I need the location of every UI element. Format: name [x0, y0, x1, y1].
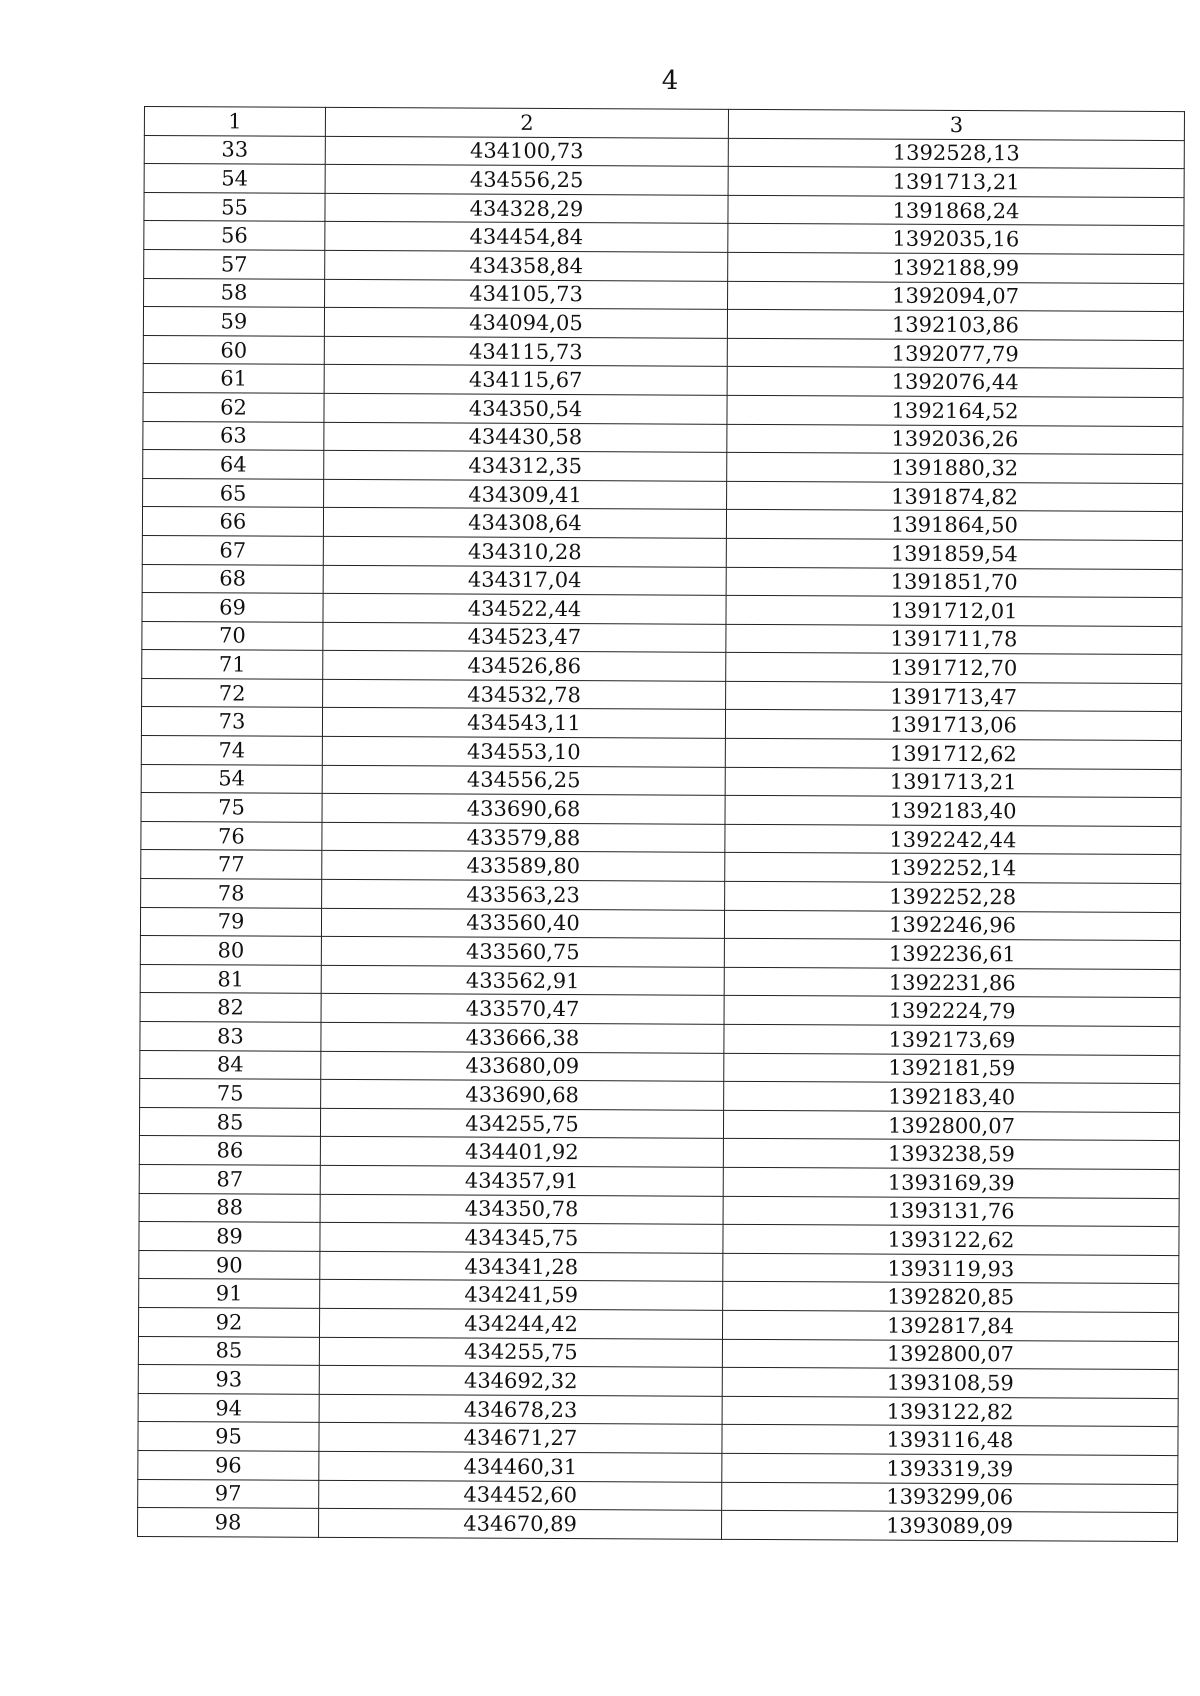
header-cell-col3: 3	[728, 109, 1184, 140]
coordinates-table	[137, 106, 1185, 1542]
x-coordinate-cell: 434308,64	[323, 508, 726, 539]
point-number-cell: 85	[139, 1107, 320, 1136]
x-coordinate-cell: 434526,86	[323, 651, 726, 682]
x-coordinate-cell: 433560,40	[321, 908, 724, 939]
x-coordinate-cell: 434452,60	[319, 1480, 722, 1511]
x-coordinate-cell: 434100,73	[325, 136, 728, 167]
point-number-cell: 60	[143, 335, 324, 364]
point-number-cell: 75	[141, 793, 322, 822]
x-coordinate-cell: 434532,78	[323, 679, 726, 710]
x-coordinate-cell: 433579,88	[322, 822, 725, 853]
x-coordinate-cell: 433690,68	[322, 794, 725, 825]
y-coordinate-cell: 1393238,59	[723, 1139, 1179, 1170]
y-coordinate-cell: 1391711,78	[726, 624, 1182, 655]
header-cell-col1: 1	[144, 107, 325, 136]
x-coordinate-cell: 434255,75	[319, 1337, 722, 1368]
y-coordinate-cell: 1391713,21	[728, 167, 1184, 198]
x-coordinate-cell: 434430,58	[324, 422, 727, 453]
y-coordinate-cell: 1392252,14	[725, 853, 1181, 884]
y-coordinate-cell: 1392800,07	[722, 1339, 1178, 1370]
x-coordinate-cell: 434241,59	[320, 1280, 723, 1311]
x-coordinate-cell: 434105,73	[325, 279, 728, 310]
point-number-cell: 98	[138, 1508, 319, 1537]
x-coordinate-cell: 434543,11	[322, 708, 725, 739]
x-coordinate-cell: 434341,28	[320, 1251, 723, 1282]
y-coordinate-cell: 1393169,39	[723, 1167, 1179, 1198]
x-coordinate-cell: 434310,28	[323, 536, 726, 567]
x-coordinate-cell: 434312,35	[324, 451, 727, 482]
y-coordinate-cell: 1392173,69	[724, 1024, 1180, 1055]
point-number-cell: 71	[142, 650, 323, 679]
x-coordinate-cell: 434255,75	[320, 1108, 723, 1139]
x-coordinate-cell: 434345,75	[320, 1223, 723, 1254]
y-coordinate-cell: 1392252,28	[725, 881, 1181, 912]
point-number-cell: 62	[143, 392, 324, 421]
point-number-cell: 82	[140, 993, 321, 1022]
x-coordinate-cell: 434115,73	[324, 336, 727, 367]
x-coordinate-cell: 434523,47	[323, 622, 726, 653]
y-coordinate-cell: 1392820,85	[723, 1282, 1179, 1313]
point-number-cell: 93	[138, 1365, 319, 1394]
point-number-cell: 73	[141, 707, 322, 736]
y-coordinate-cell: 1391864,50	[726, 510, 1182, 541]
point-number-cell: 85	[138, 1336, 319, 1365]
x-coordinate-cell: 434094,05	[324, 308, 727, 339]
point-number-cell: 77	[141, 850, 322, 879]
x-coordinate-cell: 433589,80	[322, 851, 725, 882]
point-number-cell: 68	[142, 564, 323, 593]
y-coordinate-cell: 1391712,01	[726, 595, 1182, 626]
y-coordinate-cell: 1392528,13	[728, 138, 1184, 169]
point-number-cell: 92	[138, 1307, 319, 1336]
point-number-cell: 65	[143, 478, 324, 507]
y-coordinate-cell: 1391874,82	[727, 481, 1183, 512]
x-coordinate-cell: 434460,31	[319, 1451, 722, 1482]
x-coordinate-cell: 434556,25	[322, 765, 725, 796]
point-number-cell: 63	[143, 421, 324, 450]
y-coordinate-cell: 1391713,06	[725, 710, 1181, 741]
x-coordinate-cell: 433560,75	[321, 937, 724, 968]
x-coordinate-cell: 434244,42	[319, 1308, 722, 1339]
header-cell-col2: 2	[325, 107, 728, 138]
y-coordinate-cell: 1392236,61	[724, 939, 1180, 970]
x-coordinate-cell: 434317,04	[323, 565, 726, 596]
point-number-cell: 72	[142, 678, 323, 707]
point-number-cell: 81	[140, 964, 321, 993]
x-coordinate-cell: 434454,84	[325, 222, 728, 253]
x-coordinate-cell: 433680,09	[321, 1051, 724, 1082]
y-coordinate-cell: 1392224,79	[724, 996, 1180, 1027]
point-number-cell: 54	[141, 764, 322, 793]
y-coordinate-cell: 1393299,06	[722, 1482, 1178, 1513]
y-coordinate-cell: 1392181,59	[724, 1053, 1180, 1084]
y-coordinate-cell: 1393108,59	[722, 1367, 1178, 1398]
y-coordinate-cell: 1393122,82	[722, 1396, 1178, 1427]
point-number-cell: 78	[141, 879, 322, 908]
point-number-cell: 79	[140, 907, 321, 936]
point-number-cell: 56	[144, 221, 325, 250]
y-coordinate-cell: 1391880,32	[727, 452, 1183, 483]
x-coordinate-cell: 434553,10	[322, 736, 725, 767]
x-coordinate-cell: 434350,54	[324, 393, 727, 424]
y-coordinate-cell: 1393122,62	[723, 1224, 1179, 1255]
point-number-cell: 59	[143, 307, 324, 336]
page-number: 4	[661, 66, 679, 96]
x-coordinate-cell: 434678,23	[319, 1394, 722, 1425]
y-coordinate-cell: 1392183,40	[725, 796, 1181, 827]
x-coordinate-cell: 434556,25	[325, 165, 728, 196]
y-coordinate-cell: 1392077,79	[727, 338, 1183, 369]
y-coordinate-cell: 1391713,47	[726, 681, 1182, 712]
x-coordinate-cell: 434309,41	[324, 479, 727, 510]
x-coordinate-cell: 434328,29	[325, 193, 728, 224]
x-coordinate-cell: 434692,32	[319, 1365, 722, 1396]
y-coordinate-cell: 1392103,86	[727, 310, 1183, 341]
point-number-cell: 88	[139, 1193, 320, 1222]
y-coordinate-cell: 1392035,16	[728, 224, 1184, 255]
y-coordinate-cell: 1391712,70	[726, 653, 1182, 684]
x-coordinate-cell: 433563,23	[322, 879, 725, 910]
point-number-cell: 95	[138, 1422, 319, 1451]
x-coordinate-cell: 434671,27	[319, 1423, 722, 1454]
point-number-cell: 66	[142, 507, 323, 536]
y-coordinate-cell: 1393319,39	[722, 1453, 1178, 1484]
y-coordinate-cell: 1392164,52	[727, 395, 1183, 426]
x-coordinate-cell: 433570,47	[321, 994, 724, 1025]
point-number-cell: 97	[138, 1479, 319, 1508]
x-coordinate-cell: 434357,91	[320, 1165, 723, 1196]
point-number-cell: 67	[142, 535, 323, 564]
point-number-cell: 54	[144, 164, 325, 193]
y-coordinate-cell: 1391713,21	[725, 767, 1181, 798]
x-coordinate-cell: 434358,84	[325, 250, 728, 281]
y-coordinate-cell: 1392246,96	[724, 910, 1180, 941]
point-number-cell: 84	[140, 1050, 321, 1079]
point-number-cell: 91	[139, 1279, 320, 1308]
point-number-cell: 57	[144, 249, 325, 278]
y-coordinate-cell: 1392183,40	[724, 1082, 1180, 1113]
x-coordinate-cell: 434350,78	[320, 1194, 723, 1225]
y-coordinate-cell: 1392800,07	[723, 1110, 1179, 1141]
y-coordinate-cell: 1393116,48	[722, 1425, 1178, 1456]
point-number-cell: 64	[143, 450, 324, 479]
point-number-cell: 83	[140, 1021, 321, 1050]
point-number-cell: 33	[144, 135, 325, 164]
y-coordinate-cell: 1391868,24	[728, 195, 1184, 226]
y-coordinate-cell: 1393119,93	[723, 1253, 1179, 1284]
y-coordinate-cell: 1392817,84	[722, 1310, 1178, 1341]
point-number-cell: 87	[139, 1164, 320, 1193]
y-coordinate-cell: 1393089,09	[722, 1510, 1178, 1541]
point-number-cell: 61	[143, 364, 324, 393]
point-number-cell: 55	[144, 192, 325, 221]
y-coordinate-cell: 1392036,26	[727, 424, 1183, 455]
x-coordinate-cell: 434115,67	[324, 365, 727, 396]
point-number-cell: 76	[141, 821, 322, 850]
point-number-cell: 69	[142, 593, 323, 622]
x-coordinate-cell: 434401,92	[320, 1137, 723, 1168]
y-coordinate-cell: 1393131,76	[723, 1196, 1179, 1227]
x-coordinate-cell: 434522,44	[323, 593, 726, 624]
point-number-cell: 75	[140, 1079, 321, 1108]
y-coordinate-cell: 1392242,44	[725, 824, 1181, 855]
y-coordinate-cell: 1391851,70	[726, 567, 1182, 598]
y-coordinate-cell: 1391712,62	[725, 738, 1181, 769]
table-body	[138, 107, 1185, 1542]
table-row	[138, 1508, 1178, 1542]
x-coordinate-cell: 433690,68	[321, 1080, 724, 1111]
y-coordinate-cell: 1392188,99	[728, 252, 1184, 283]
point-number-cell: 74	[141, 736, 322, 765]
point-number-cell: 70	[142, 621, 323, 650]
point-number-cell: 96	[138, 1450, 319, 1479]
point-number-cell: 89	[139, 1222, 320, 1251]
point-number-cell: 86	[139, 1136, 320, 1165]
y-coordinate-cell: 1391859,54	[726, 538, 1182, 569]
x-coordinate-cell: 434670,89	[319, 1508, 722, 1539]
point-number-cell: 90	[139, 1250, 320, 1279]
x-coordinate-cell: 433562,91	[321, 965, 724, 996]
point-number-cell: 80	[140, 936, 321, 965]
point-number-cell: 94	[138, 1393, 319, 1422]
y-coordinate-cell: 1392076,44	[727, 367, 1183, 398]
x-coordinate-cell: 433666,38	[321, 1022, 724, 1053]
y-coordinate-cell: 1392094,07	[728, 281, 1184, 312]
y-coordinate-cell: 1392231,86	[724, 967, 1180, 998]
point-number-cell: 58	[144, 278, 325, 307]
